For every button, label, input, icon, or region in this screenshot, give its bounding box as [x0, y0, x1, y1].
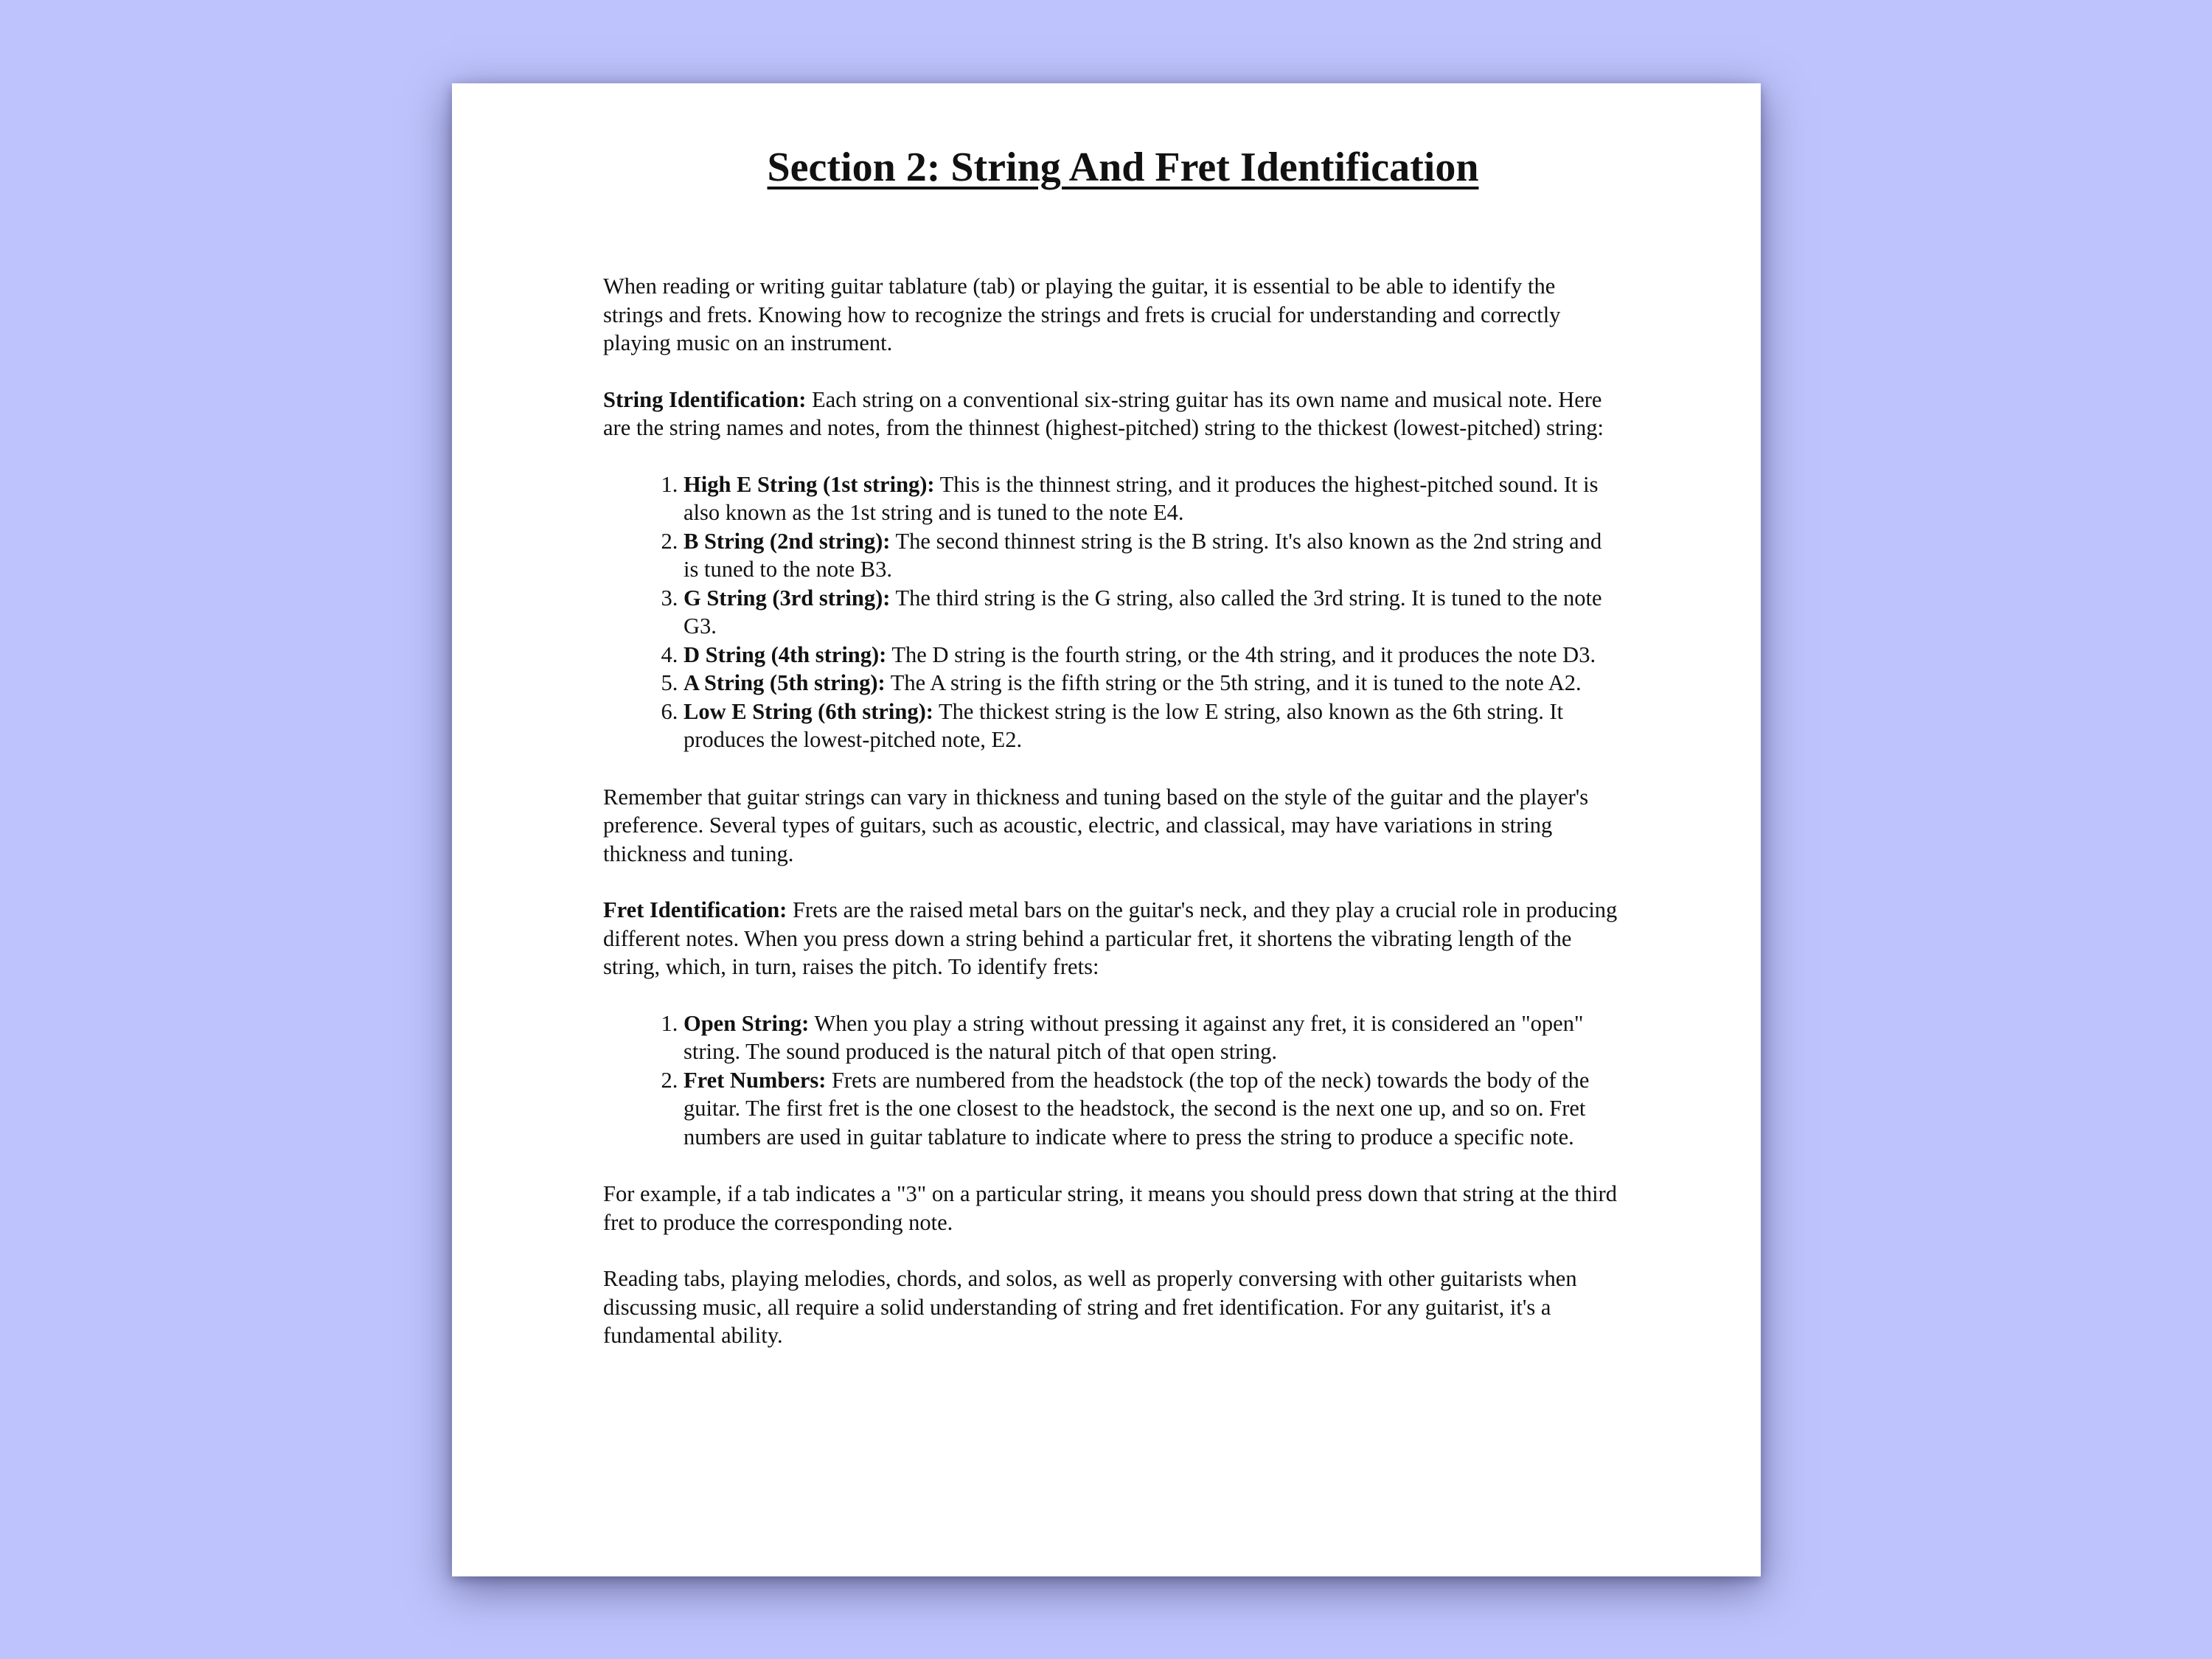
remember-paragraph: Remember that guitar strings can vary in thickness and tuning based on the style of the guitar and the player's preference. Several types of guitars, such as acoustic, electric, and classical, may have variations in string thickness and tuning. — [603, 784, 1589, 866]
document-content — [603, 141, 1621, 1378]
intro-paragraph: When reading or writing guitar tablature (tab) or playing the guitar, it is essential to be able to identify the strings and frets. Knowing how to recognize the strings and frets is crucial for understanding and correctly playing music on an instrument. — [603, 274, 1561, 355]
fret-identification-text: Frets are the raised metal bars on the guitar's neck, and they play a crucial role in producing different notes. When you press down a string behind a particular fret, it shortens the vibrating length of the string, which, in turn, raises the pitch. To identify frets: — [603, 897, 1618, 979]
list-item-label: B String (2nd string): — [684, 528, 891, 554]
fret-identification-paragraph — [603, 896, 1621, 981]
list-item-text: The A string is the fifth string or the 5th string, and it is tuned to the note A2. — [885, 670, 1582, 695]
conclusion-paragraph: Reading tabs, playing melodies, chords, and solos, as well as properly conversing with other guitarists when discussing music, all require a solid understanding of string and fret identification. For any guitarist, it's a fundamental ability. — [603, 1266, 1577, 1348]
list-item-open-string — [684, 1009, 1621, 1066]
list-item-text: The thickest string is the low E string, also known as the 6th string. It produces the lowest-pitched note, E2. — [684, 698, 1564, 752]
list-item-fret-numbers — [684, 1066, 1621, 1152]
list-item-label: Low E String (6th string): — [684, 698, 933, 724]
list-item-label: G String (3rd string): — [684, 585, 891, 611]
list-item-string-1 — [684, 470, 1621, 527]
list-item-label: Open String: — [684, 1010, 810, 1036]
list-item-label: A String (5th string): — [684, 670, 886, 695]
list-item-text: The third string is the G string, also called the 3rd string. It is tuned to the note G3. — [684, 585, 1602, 639]
fret-list — [603, 1009, 1621, 1152]
example-paragraph: For example, if a tab indicates a "3" on a particular string, it means you should press down that string at the third fret to produce the corresponding note. — [603, 1181, 1618, 1235]
string-list — [603, 470, 1621, 754]
list-item-text: Frets are numbered from the headstock (the top of the neck) towards the body of the guitar. The first fret is the one closest to the headstock, the second is the next one up, and so on. Fret numbers are used in guitar tablature to indicate where to press the string to produce a specific note. — [684, 1067, 1590, 1150]
list-item-text: This is the thinnest string, and it produces the highest-pitched sound. It is also known as the 1st string and is tuned to the note E4. — [684, 471, 1599, 525]
list-item-string-2 — [684, 527, 1621, 584]
list-item-text: The second thinnest string is the B string. It's also known as the 2nd string and is tuned to the note B3. — [684, 528, 1602, 582]
fret-identification-heading: Fret Identification: — [603, 897, 787, 922]
list-item-text: When you play a string without pressing it against any fret, it is considered an "open" string. The sound produced is the natural pitch of that open string. — [684, 1010, 1584, 1064]
document-page — [452, 83, 1761, 1576]
list-item-label: Fret Numbers: — [684, 1067, 827, 1093]
string-identification-text: Each string on a conventional six-string guitar has its own name and musical note. Here are the string names and notes, from the thinnest (highest-pitched) string to the thickest (lowest-pitched) string: — [603, 386, 1604, 440]
list-item-label: High E String (1st string): — [684, 471, 935, 497]
list-item-string-6 — [684, 698, 1621, 754]
string-identification-heading: String Identification: — [603, 386, 807, 412]
list-item-label: D String (4th string): — [684, 641, 887, 667]
list-item-text: The D string is the fourth string, or the 4th string, and it produces the note D3. — [886, 641, 1596, 667]
page-title: Section 2: String And Fret Identification — [767, 145, 1479, 190]
list-item-string-4 — [684, 641, 1621, 669]
string-identification-paragraph — [603, 386, 1621, 442]
list-item-string-5 — [684, 669, 1621, 698]
list-item-string-3 — [684, 584, 1621, 641]
